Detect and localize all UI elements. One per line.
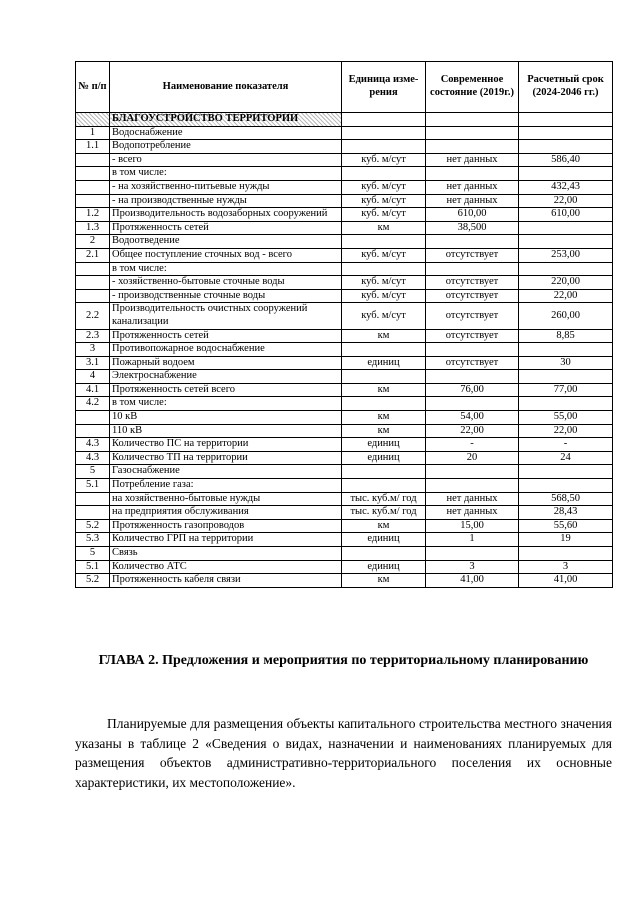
table-row <box>76 465 613 479</box>
table-row <box>76 153 613 167</box>
table-row <box>76 329 613 343</box>
table-row <box>76 370 613 384</box>
row-current-value: нет данных <box>426 180 519 194</box>
row-indicator-name: 110 кВ <box>110 424 342 438</box>
row-planned-value: 41,00 <box>519 574 613 588</box>
row-number: 2 <box>76 235 110 249</box>
row-number <box>76 492 110 506</box>
table-row <box>76 140 613 154</box>
row-number: 5.2 <box>76 519 110 533</box>
row-indicator-name: Количество АТС <box>110 560 342 574</box>
row-planned-value: 610,00 <box>519 208 613 222</box>
row-number: 4.3 <box>76 438 110 452</box>
row-current-value: нет данных <box>426 194 519 208</box>
row-unit: тыс. куб.м/ год <box>342 506 426 520</box>
table-row <box>76 492 613 506</box>
row-planned-value <box>519 167 613 181</box>
table-row <box>76 506 613 520</box>
table-row <box>76 397 613 411</box>
row-unit: куб. м/сут <box>342 276 426 290</box>
row-planned-value: - <box>519 438 613 452</box>
row-current-value: нет данных <box>426 506 519 520</box>
indicators-table-container <box>75 61 612 588</box>
row-unit: куб. м/сут <box>342 289 426 303</box>
row-current-value: 20 <box>426 451 519 465</box>
chapter-heading: ГЛАВА 2. Предложения и мероприятия по территориальному планированию <box>98 653 589 668</box>
row-unit <box>342 126 426 140</box>
row-unit: тыс. куб.м/ год <box>342 492 426 506</box>
row-indicator-name: Протяженность газопроводов <box>110 519 342 533</box>
row-planned-value <box>519 140 613 154</box>
row-number: 5.1 <box>76 479 110 493</box>
table-row <box>76 438 613 452</box>
row-planned-value: 22,00 <box>519 289 613 303</box>
table-row <box>76 208 613 222</box>
row-unit: км <box>342 574 426 588</box>
row-indicator-name: Протяженность кабеля связи <box>110 574 342 588</box>
row-indicator-name: в том числе: <box>110 167 342 181</box>
row-planned-value: 220,00 <box>519 276 613 290</box>
row-planned-value <box>519 465 613 479</box>
row-unit: единиц <box>342 356 426 370</box>
row-current-value: 1 <box>426 533 519 547</box>
row-current-value: отсутствует <box>426 303 519 329</box>
row-planned-value: 22,00 <box>519 424 613 438</box>
row-current-value: отсутствует <box>426 356 519 370</box>
row-number <box>76 153 110 167</box>
body-paragraph: Планируемые для размещения объекты капитального строительства местного значения указаны в таблице 2 «Сведения о видах, назначении и наименованиях планируемых для размещения объектов административно-территориального поселения их основные характеристики, их местоположение». <box>75 716 612 790</box>
header-current-state: Современное состояние (2019г.) <box>426 62 519 113</box>
section-title: БЛАГОУСТРОЙСТВО ТЕРРИТОРИИ <box>110 113 342 127</box>
row-number: 5.1 <box>76 560 110 574</box>
row-number <box>76 180 110 194</box>
row-number: 1.1 <box>76 140 110 154</box>
row-unit <box>342 370 426 384</box>
row-current-value <box>426 343 519 357</box>
row-number: 3.1 <box>76 356 110 370</box>
row-current-value: 54,00 <box>426 411 519 425</box>
row-planned-value: 432,43 <box>519 180 613 194</box>
row-planned-value: 55,60 <box>519 519 613 533</box>
row-planned-value <box>519 126 613 140</box>
row-indicator-name: Производительность очистных сооружений канализации <box>110 303 342 329</box>
row-unit: куб. м/сут <box>342 180 426 194</box>
row-number: 5.2 <box>76 574 110 588</box>
row-number: 2.1 <box>76 248 110 262</box>
row-number: 4.1 <box>76 383 110 397</box>
row-indicator-name: Противопожарное водоснабжение <box>110 343 342 357</box>
row-unit <box>342 262 426 276</box>
row-indicator-name: - всего <box>110 153 342 167</box>
row-number: 4.3 <box>76 451 110 465</box>
row-unit: куб. м/сут <box>342 194 426 208</box>
row-unit <box>342 465 426 479</box>
table-row <box>76 289 613 303</box>
row-indicator-name: Потребление газа: <box>110 479 342 493</box>
row-unit: км <box>342 221 426 235</box>
row-indicator-name: Электроснабжение <box>110 370 342 384</box>
section-cell-hatch <box>76 113 110 127</box>
header-number: № п/п <box>76 62 110 113</box>
row-number: 2.3 <box>76 329 110 343</box>
row-current-value: 38,500 <box>426 221 519 235</box>
row-number: 1 <box>76 126 110 140</box>
row-planned-value <box>519 397 613 411</box>
row-current-value: нет данных <box>426 153 519 167</box>
row-planned-value: 28,43 <box>519 506 613 520</box>
row-unit: км <box>342 519 426 533</box>
row-indicator-name: в том числе: <box>110 397 342 411</box>
row-indicator-name: Водоснабжение <box>110 126 342 140</box>
row-current-value: нет данных <box>426 492 519 506</box>
row-current-value: отсутствует <box>426 248 519 262</box>
row-unit: куб. м/сут <box>342 208 426 222</box>
row-unit: куб. м/сут <box>342 248 426 262</box>
table-row <box>76 519 613 533</box>
table-row <box>76 356 613 370</box>
indicators-table <box>75 61 613 588</box>
row-unit <box>342 397 426 411</box>
row-indicator-name: - на хозяйственно-питьевые нужды <box>110 180 342 194</box>
row-unit: км <box>342 424 426 438</box>
row-indicator-name: на хозяйственно-бытовые нужды <box>110 492 342 506</box>
row-number <box>76 194 110 208</box>
row-current-value <box>426 370 519 384</box>
table-row <box>76 262 613 276</box>
row-current-value: отсутствует <box>426 276 519 290</box>
table-row <box>76 533 613 547</box>
table-row <box>76 451 613 465</box>
row-indicator-name: Количество ГРП на территории <box>110 533 342 547</box>
table-row <box>76 574 613 588</box>
row-indicator-name: Связь <box>110 547 342 561</box>
row-indicator-name: Производительность водозаборных сооружений <box>110 208 342 222</box>
table-row <box>76 194 613 208</box>
row-number: 5 <box>76 465 110 479</box>
row-unit: куб. м/сут <box>342 303 426 329</box>
row-indicator-name: Водоотведение <box>110 235 342 249</box>
row-unit: единиц <box>342 533 426 547</box>
table-row <box>76 479 613 493</box>
row-current-value: отсутствует <box>426 289 519 303</box>
row-unit <box>342 167 426 181</box>
row-unit: км <box>342 383 426 397</box>
row-planned-value: 8,85 <box>519 329 613 343</box>
row-unit <box>342 547 426 561</box>
row-planned-value <box>519 479 613 493</box>
table-row <box>76 411 613 425</box>
table-row <box>76 235 613 249</box>
table-row <box>76 343 613 357</box>
row-current-value <box>426 167 519 181</box>
row-planned-value <box>519 262 613 276</box>
row-indicator-name: - производственные сточные воды <box>110 289 342 303</box>
row-unit: км <box>342 329 426 343</box>
row-unit: единиц <box>342 438 426 452</box>
row-unit <box>342 235 426 249</box>
row-planned-value: 55,00 <box>519 411 613 425</box>
row-current-value: 610,00 <box>426 208 519 222</box>
header-indicator-name: Наименование показателя <box>110 62 342 113</box>
row-indicator-name: 10 кВ <box>110 411 342 425</box>
row-number: 1.3 <box>76 221 110 235</box>
row-current-value <box>426 262 519 276</box>
row-planned-value <box>519 221 613 235</box>
row-planned-value: 586,40 <box>519 153 613 167</box>
row-unit: куб. м/сут <box>342 153 426 167</box>
row-current-value: 41,00 <box>426 574 519 588</box>
row-indicator-name: Водопотребление <box>110 140 342 154</box>
row-planned-value: 253,00 <box>519 248 613 262</box>
row-indicator-name: Протяженность сетей <box>110 221 342 235</box>
row-indicator-name: - на производственные нужды <box>110 194 342 208</box>
row-number: 5.3 <box>76 533 110 547</box>
row-unit <box>342 479 426 493</box>
row-unit <box>342 140 426 154</box>
table-row <box>76 248 613 262</box>
row-indicator-name: Пожарный водоем <box>110 356 342 370</box>
row-current-value <box>426 235 519 249</box>
row-planned-value: 30 <box>519 356 613 370</box>
row-unit: км <box>342 411 426 425</box>
table-row <box>76 303 613 329</box>
table-row <box>76 221 613 235</box>
row-current-value <box>426 547 519 561</box>
row-planned-value: 19 <box>519 533 613 547</box>
row-planned-value: 22,00 <box>519 194 613 208</box>
row-indicator-name: Протяженность сетей всего <box>110 383 342 397</box>
row-planned-value <box>519 235 613 249</box>
row-indicator-name: на предприятия обслуживания <box>110 506 342 520</box>
section-row <box>76 113 613 127</box>
row-unit: единиц <box>342 451 426 465</box>
row-number <box>76 276 110 290</box>
table-row <box>76 560 613 574</box>
row-current-value <box>426 140 519 154</box>
row-current-value: отсутствует <box>426 329 519 343</box>
row-planned-value: 77,00 <box>519 383 613 397</box>
row-indicator-name: Количество ПС на территории <box>110 438 342 452</box>
row-planned-value <box>519 547 613 561</box>
row-number <box>76 262 110 276</box>
table-row <box>76 180 613 194</box>
row-number: 3 <box>76 343 110 357</box>
row-current-value: 3 <box>426 560 519 574</box>
table-header-row <box>76 62 613 113</box>
row-indicator-name: Количество ТП на территории <box>110 451 342 465</box>
row-indicator-name: в том числе: <box>110 262 342 276</box>
row-unit: единиц <box>342 560 426 574</box>
table-body <box>76 113 613 588</box>
row-number: 4.2 <box>76 397 110 411</box>
row-current-value: 15,00 <box>426 519 519 533</box>
header-unit: Единица изме-рения <box>342 62 426 113</box>
row-number <box>76 411 110 425</box>
row-planned-value: 3 <box>519 560 613 574</box>
row-number: 4 <box>76 370 110 384</box>
row-number <box>76 167 110 181</box>
row-indicator-name: Протяженность сетей <box>110 329 342 343</box>
row-planned-value <box>519 370 613 384</box>
row-current-value: - <box>426 438 519 452</box>
row-number <box>76 506 110 520</box>
row-current-value <box>426 465 519 479</box>
row-number: 2.2 <box>76 303 110 329</box>
row-planned-value <box>519 343 613 357</box>
table-row <box>76 424 613 438</box>
row-indicator-name: - хозяйственно-бытовые сточные воды <box>110 276 342 290</box>
row-indicator-name: Общее поступление сточных вод - всего <box>110 248 342 262</box>
table-row <box>76 167 613 181</box>
header-planned-term: Расчетный срок (2024-2046 гг.) <box>519 62 613 113</box>
section-cell-empty <box>426 113 519 127</box>
row-indicator-name: Газоснабжение <box>110 465 342 479</box>
row-number: 1.2 <box>76 208 110 222</box>
row-current-value <box>426 126 519 140</box>
row-number <box>76 289 110 303</box>
table-row <box>76 383 613 397</box>
table-row <box>76 126 613 140</box>
section-cell-empty <box>342 113 426 127</box>
row-planned-value: 260,00 <box>519 303 613 329</box>
row-current-value <box>426 397 519 411</box>
section-cell-empty <box>519 113 613 127</box>
table-row <box>76 276 613 290</box>
row-number <box>76 424 110 438</box>
row-current-value: 76,00 <box>426 383 519 397</box>
table-row <box>76 547 613 561</box>
row-planned-value: 24 <box>519 451 613 465</box>
row-unit <box>342 343 426 357</box>
row-current-value <box>426 479 519 493</box>
row-number: 5 <box>76 547 110 561</box>
row-current-value: 22,00 <box>426 424 519 438</box>
row-planned-value: 568,50 <box>519 492 613 506</box>
